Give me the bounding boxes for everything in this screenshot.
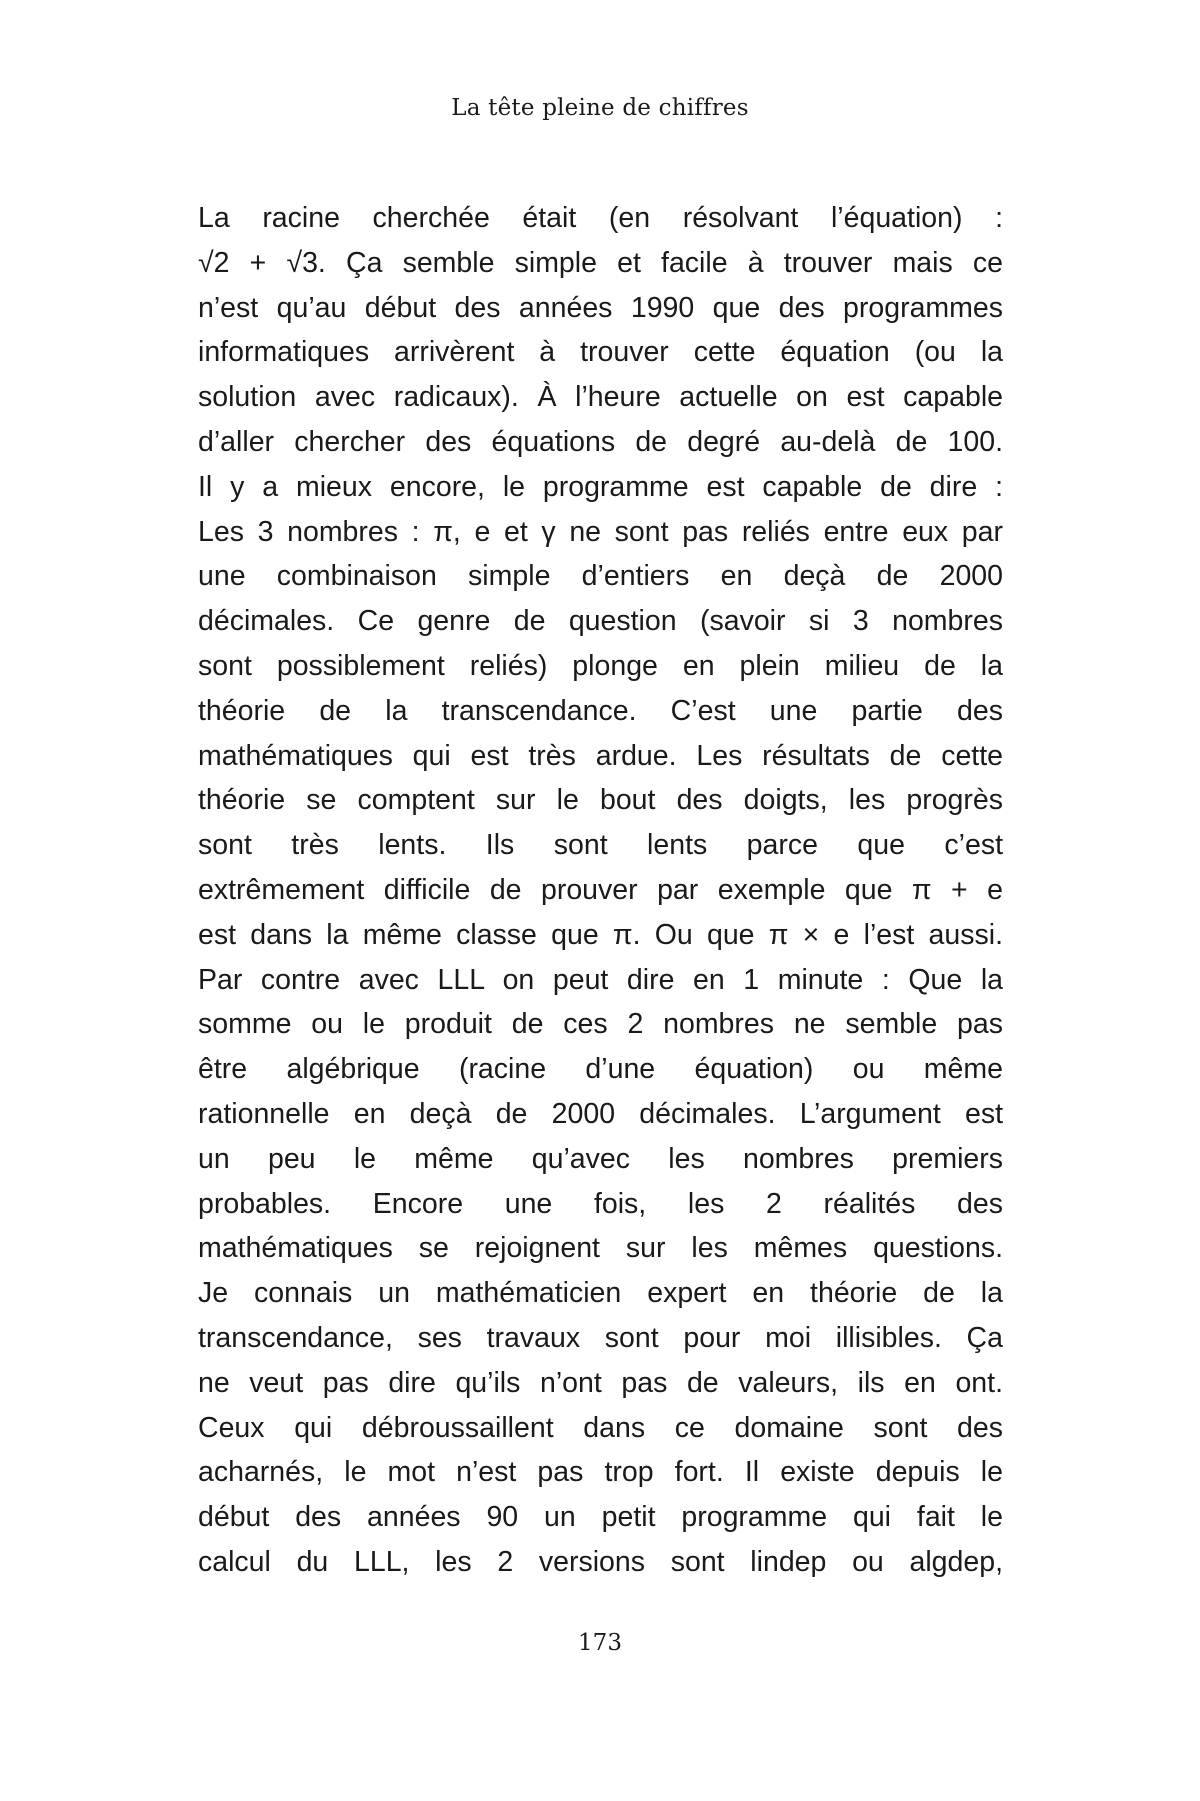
page-number: 173 (578, 1630, 622, 1656)
text-line: sont très lents. Ils sont lents parce que c’est (198, 829, 1003, 862)
text-line: théorie de la transcendance. C’est une partie des (198, 694, 1003, 727)
text-line: extrêmement difficile de prouver par exemple que π + e (198, 873, 1003, 906)
text-line: n’est qu’au début des années 1990 que des programmes (198, 291, 1003, 324)
text-line: Par contre avec LLL on peut dire en 1 minute : Que la (198, 963, 1003, 996)
text-line: mathématiques se rejoignent sur les mêmes questions. (198, 1232, 1003, 1265)
text-line: décimales. Ce genre de question (savoir si 3 nombres (198, 605, 1003, 638)
text-line: acharnés, le mot n’est pas trop fort. Il existe depuis le (198, 1456, 1003, 1489)
text-line: transcendance, ses travaux sont pour moi illisibles. Ça (198, 1321, 1003, 1354)
text-line: calcul du LLL, les 2 versions sont lindep ou algdep, (198, 1545, 1003, 1578)
text-line: est dans la même classe que π. Ou que π × e l’est aussi. (198, 918, 1003, 951)
running-header: La tête pleine de chiffres (451, 95, 749, 121)
text-line: mathématiques qui est très ardue. Les résultats de cette (198, 739, 1003, 772)
text-line: √2 + √3. Ça semble simple et facile à trouver mais ce (198, 246, 1003, 279)
text-line: Il y a mieux encore, le programme est capable de dire : (198, 470, 1003, 503)
text-line: somme ou le produit de ces 2 nombres ne semble pas (198, 1008, 1003, 1041)
text-line: un peu le même qu’avec les nombres premiers (198, 1142, 1003, 1175)
text-line: solution avec radicaux). À l’heure actuelle on est capable (198, 381, 1003, 414)
text-line: une combinaison simple d’entiers en deçà de 2000 (198, 560, 1003, 593)
text-line: Je connais un mathématicien expert en théorie de la (198, 1277, 1003, 1310)
text-line: théorie se comptent sur le bout des doigts, les progrès (198, 784, 1003, 817)
text-line: La racine cherchée était (en résolvant l’équation) : (198, 202, 1003, 234)
text-line: d’aller chercher des équations de degré au-delà de 100. (198, 425, 1003, 458)
text-line: Les 3 nombres : π, e et γ ne sont pas reliés entre eux par (198, 515, 1003, 548)
text-line: ne veut pas dire qu’ils n’ont pas de valeurs, ils en ont. (198, 1366, 1003, 1399)
text-line: rationnelle en deçà de 2000 décimales. L’argument est (198, 1097, 1003, 1130)
body-paragraph (198, 196, 1003, 1585)
text-line: informatiques arrivèrent à trouver cette équation (ou la (198, 336, 1003, 369)
text-line: être algébrique (racine d’une équation) ou même (198, 1053, 1003, 1086)
text-line: sont possiblement reliés) plonge en plein milieu de la (198, 649, 1003, 682)
text-line: probables. Encore une fois, les 2 réalités des (198, 1187, 1003, 1220)
text-line: début des années 90 un petit programme qui fait le (198, 1501, 1003, 1534)
text-line: Ceux qui débroussaillent dans ce domaine sont des (198, 1411, 1003, 1444)
